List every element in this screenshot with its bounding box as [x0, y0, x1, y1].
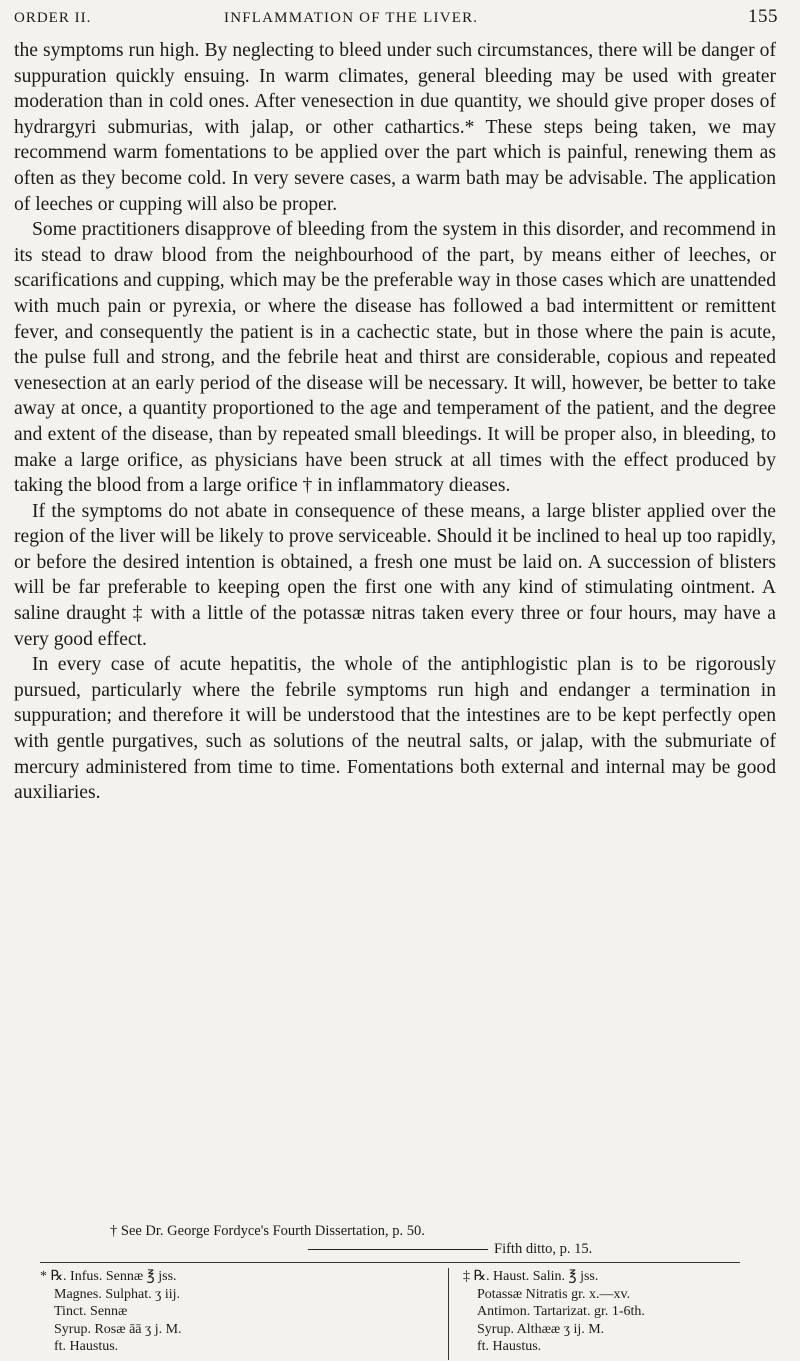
paragraph-4: In every case of acute hepatitis, the whole of the antiphlogistic plan is to be rigorously pursued, particularly where the febrile symptoms run high and endanger a termination in suppuration; and therefore it will be understood that the intestines are to be kept perfectly open with gentle purgatives, such as solutions of the neutral salts, or jalap, with the submuriate of mercury administered from time to time. Fomentations both external and internal may be good auxiliaries.	[14, 654, 776, 804]
footnote-divider	[40, 1262, 740, 1263]
ditto-rule	[308, 1249, 488, 1250]
recipe-line: Tinct. Sennæ	[54, 1304, 128, 1319]
recipe-line: Magnes. Sulphat. ʒ iij.	[54, 1286, 180, 1302]
footnote-fifth-text: Fifth ditto, p. 15.	[494, 1241, 593, 1257]
prescription-saline	[448, 1268, 783, 1360]
recipe-line: Syrup. Rosæ āā ʒ j. M.	[54, 1321, 182, 1337]
chapter-title: INFLAMMATION OF THE LIVER.	[224, 10, 479, 26]
paragraph-2: Some practitioners disapprove of bleeding from the system in this disorder, and recommend in its stead to draw blood from the neighbourhood of the part, by means either of leeches, or scarifications and cupping, which may be the preferable way in those cases which are unattended with much pain or pyrexia, or where the disease has followed a bad intermittent or remittent fever, and consequently the patient is in a cachectic state, but in those where the pain is acute, the pulse full and strong, and the febrile heat and thirst are considerable, copious and repeated venesection at an early period of the disease will be necessary. It will, however, be better to take away at once, a quantity proportioned to the age and temperament of the patient, and the degree and extent of the disease, than by repeated small bleedings. It will be proper also, in bleeding, to make a large orifice, as physicians have been struck at all times with the effect produced by taking the blood from a large orifice † in inflammatory dieases.	[14, 219, 776, 497]
body-text	[14, 38, 776, 806]
recipe-line: ft. Haustus.	[54, 1339, 119, 1354]
recipe-line: ft. Haustus.	[477, 1339, 542, 1354]
recipe-line: * ℞. Infus. Sennæ ℥ jss.	[40, 1269, 177, 1284]
paragraph-3: If the symptoms do not abate in consequence of these means, a large blister applied over the region of the liver will be likely to prove serviceable. Should it be inclined to heal up too rapidly, or before the desired intention is obtained, a fresh one must be laid on. A succession of blisters will be far preferable to keeping open the first one with any kind of stimulating ointment. A saline draught ‡ with a little of the potassæ nitras taken every three or four hours, may have a very good effect.	[14, 500, 776, 650]
recipe-line: Antimon. Tartarizat. gr. 1-6th.	[477, 1304, 645, 1319]
footnotes	[14, 1222, 776, 1258]
prescription-cathartic	[40, 1268, 380, 1356]
paragraph-1: the symptoms run high. By neglecting to bleed under such circumstances, there will be danger of suppuration quickly ensuing. In warm climates, general bleeding may be used with greater moderation than in cold ones. After venesection in due quantity, we should give proper doses of hydrargyri submurias, with jalap, or other cathartics.* These steps being taken, we may recommend warm fomentations to be applied over the part which is painful, renewing them as often as they become cold. In very severe cases, a warm bath may be advisable. The application of leeches or cupping will also be proper.	[14, 40, 776, 215]
recipe-line: Syrup. Althææ ʒ ij. M.	[477, 1321, 605, 1337]
running-header	[14, 6, 778, 32]
page-number: 155	[748, 6, 778, 27]
footnote-fordyce: † See Dr. George Fordyce's Fourth Dissertation, p. 50.	[110, 1223, 425, 1239]
recipe-line: ‡ ℞. Haust. Salin. ℥ jss.	[463, 1269, 599, 1284]
order-label: ORDER II.	[14, 10, 92, 26]
recipe-line: Potassæ Nitratis gr. x.—xv.	[477, 1286, 631, 1302]
footnote-fifth	[14, 1240, 776, 1258]
